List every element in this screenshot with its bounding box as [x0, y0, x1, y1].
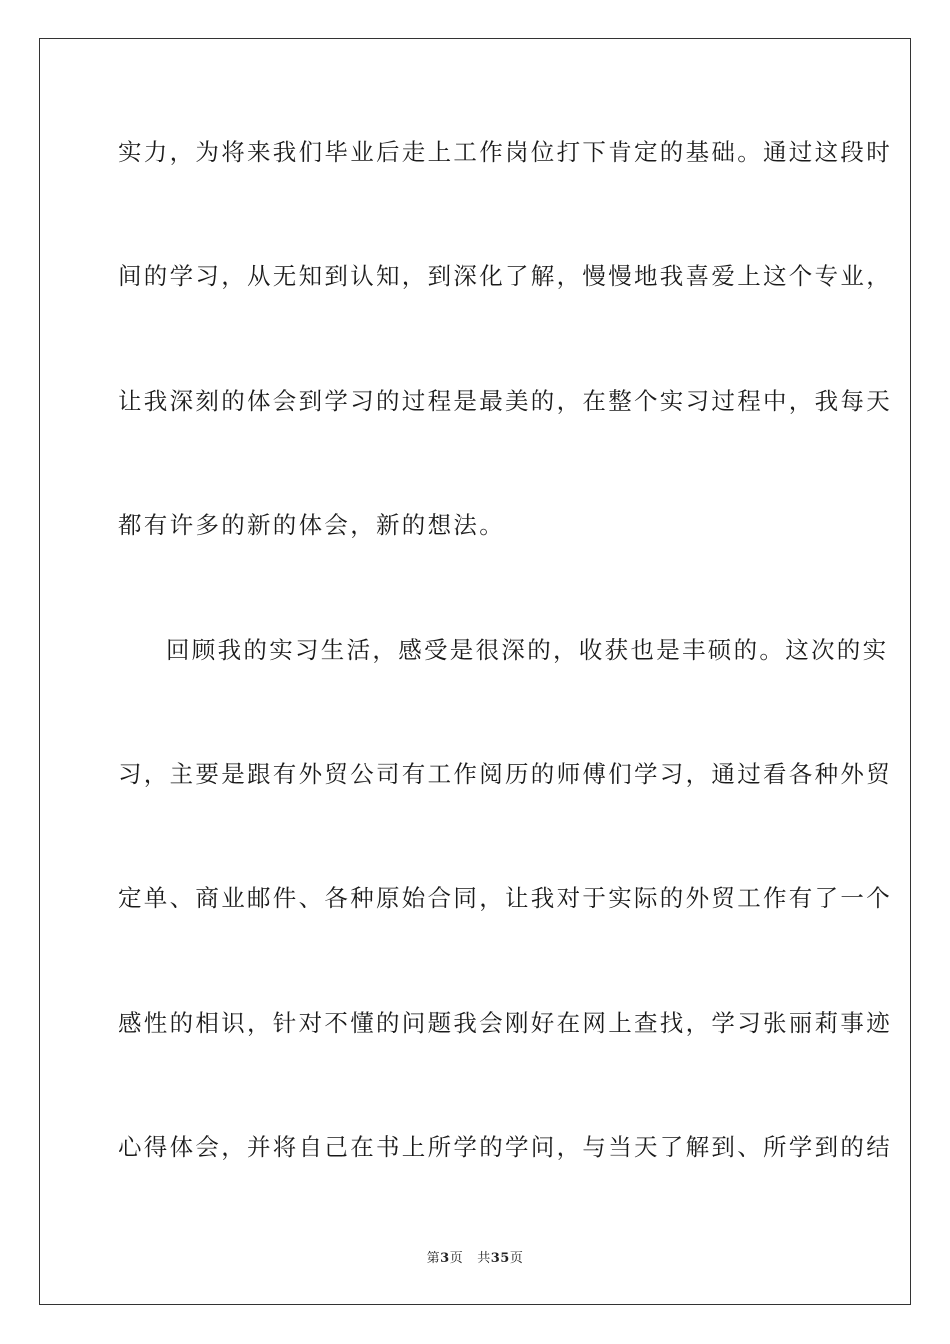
text-line: 定单、商业邮件、各种原始合同，让我对于实际的外贸工作有了一个: [118, 884, 892, 913]
page-footer: [0, 1247, 950, 1266]
page-number: 3: [440, 1251, 450, 1266]
document-body: [118, 118, 892, 1238]
text-line: 都有许多的新的体会，新的想法。: [118, 511, 505, 540]
total-pages: 35: [490, 1251, 510, 1266]
total-pages-label: 共35页: [477, 1251, 524, 1266]
text-line: 心得体会，并将自己在书上所学的学问，与当天了解到、所学到的结: [118, 1133, 892, 1162]
text-line: 间的学习，从无知到认知，到深化了解，慢慢地我喜爱上这个专业，: [118, 262, 892, 291]
text-line: 实力，为将来我们毕业后走上工作岗位打下肯定的基础。通过这段时: [118, 138, 892, 166]
text-line-paragraph-start: 回顾我的实习生活，感受是很深的，收获也是丰硕的。这次的实: [166, 635, 889, 664]
text-line: 让我深刻的体会到学习的过程是最美的，在整个实习过程中，我每天: [118, 386, 892, 415]
text-line: 习，主要是跟有外贸公司有工作阅历的师傅们学习，通过看各种外贸: [118, 759, 892, 788]
page-number-label: 第3页: [426, 1251, 464, 1266]
text-line: 感性的相识，针对不懂的问题我会刚好在网上查找，学习张丽莉事迹: [118, 1008, 892, 1037]
